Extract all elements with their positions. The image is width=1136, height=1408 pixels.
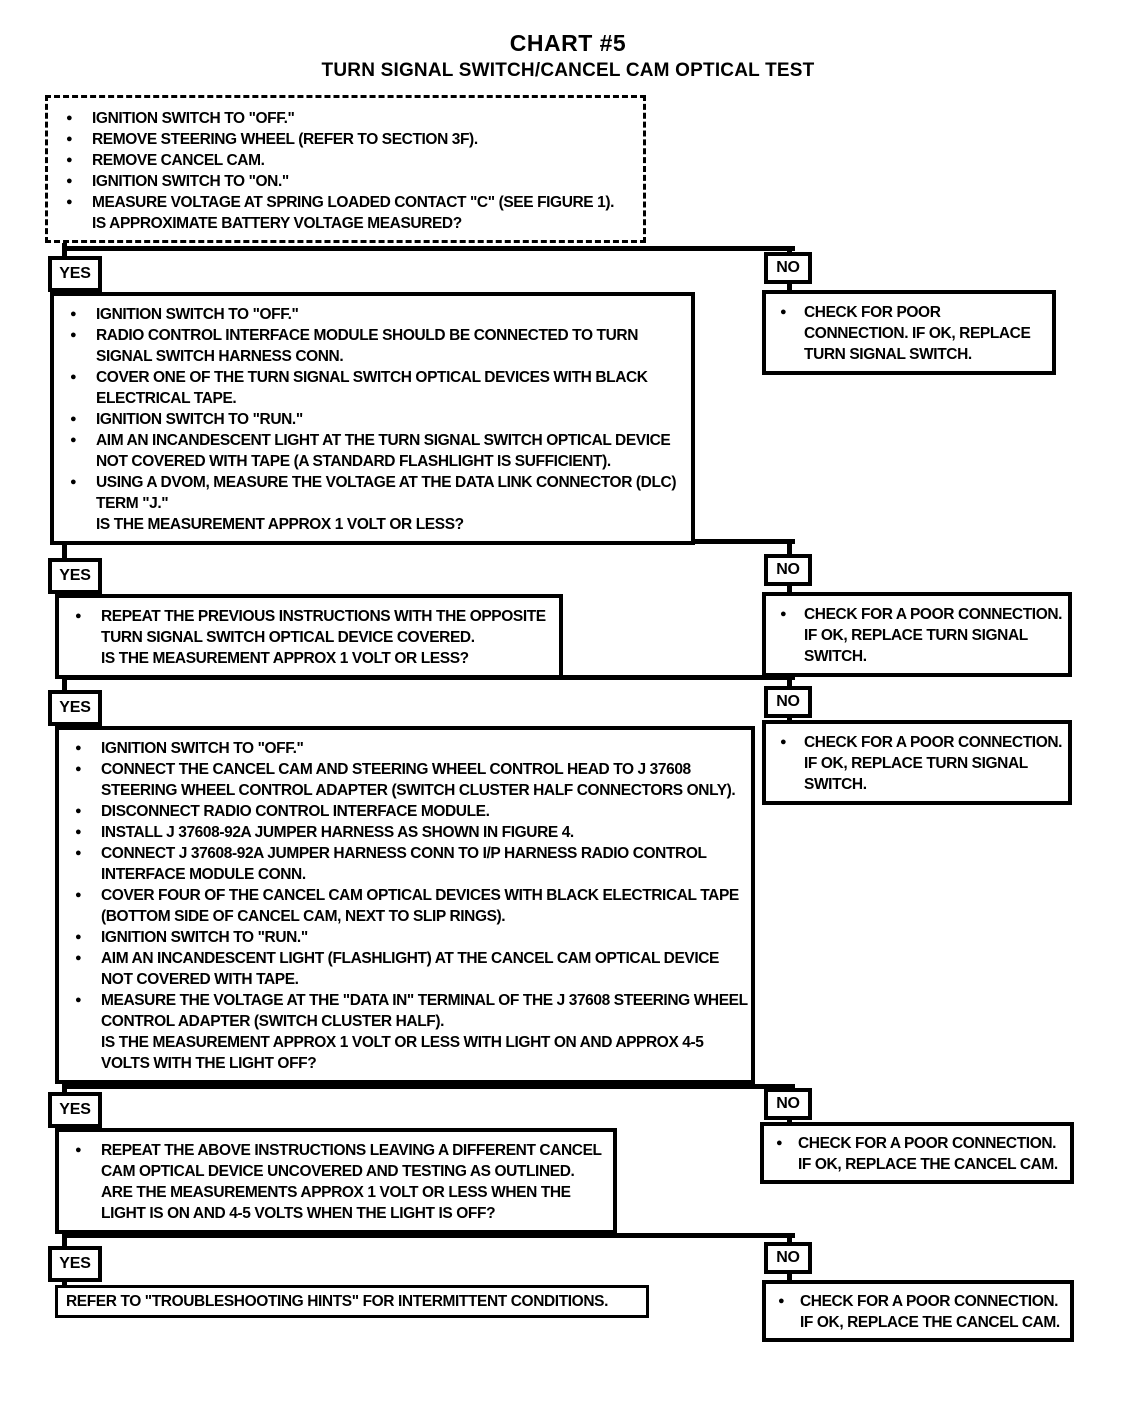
- bullet-item: [68, 409, 687, 430]
- item-text: CONNECT J 37608-92A JUMPER HARNESS CONN TO I/P HARNESS RADIO CONTROL INTERFACE MODULE CONN.: [101, 845, 707, 883]
- item-text: MEASURE THE VOLTAGE AT THE "DATA IN" TERMINAL OF THE J 37608 STEERING WHEEL CONTROL ADAPTER (SWITCH CLUSTER HALF).: [101, 992, 748, 1030]
- bullet-icon: ●: [780, 608, 787, 620]
- bullet-item: [68, 304, 687, 325]
- bullet-icon: ●: [780, 306, 787, 318]
- bullet-icon: ●: [75, 889, 82, 901]
- bullet-icon: ●: [776, 1137, 783, 1149]
- item-text: RADIO CONTROL INTERFACE MODULE SHOULD BE CONNECTED TO TURN SIGNAL SWITCH HARNESS CONN.: [96, 327, 638, 365]
- bullet-item: [68, 472, 687, 514]
- no-label-2: NO: [764, 554, 812, 586]
- item-text: CHECK FOR A POOR CONNECTION. IF OK, REPLACE TURN SIGNAL SWITCH.: [804, 734, 1063, 793]
- bullet-item: [64, 171, 639, 192]
- no-label-5: NO: [764, 1242, 812, 1274]
- bullet-icon: ●: [75, 994, 82, 1006]
- item-text: DISCONNECT RADIO CONTROL INTERFACE MODULE.: [101, 803, 490, 820]
- bullet-item: [778, 302, 1048, 365]
- no-action-box-5: [762, 1280, 1074, 1342]
- connector-line: [62, 1084, 795, 1089]
- item-text: AIM AN INCANDESCENT LIGHT AT THE TURN SIGNAL SWITCH OPTICAL DEVICE NOT COVERED WITH TAPE (A STANDARD FLASHLIGHT IS SUFFICIENT).: [96, 432, 671, 470]
- bullet-item: [73, 843, 749, 885]
- bullet-item: [73, 885, 749, 927]
- page-title: CHART #5: [509, 30, 627, 56]
- step-box-3: [55, 594, 563, 679]
- item-text: IS THE MEASUREMENT APPROX 1 VOLT OR LESS WITH LIGHT ON AND APPROX 4-5 VOLTS WITH THE LIGHT OFF?: [101, 1034, 704, 1072]
- step-box-5: [55, 1128, 617, 1234]
- yes-label-1: YES: [48, 256, 102, 292]
- bullet-item: [64, 108, 639, 129]
- item-text: IGNITION SWITCH TO "RUN.": [101, 929, 308, 946]
- bullet-icon: ●: [75, 1144, 82, 1156]
- bullet-icon: ●: [66, 196, 73, 208]
- bullet-item: [776, 1291, 1066, 1333]
- bullet-icon: ●: [75, 742, 82, 754]
- item-text: IGNITION SWITCH TO "OFF.": [92, 110, 295, 127]
- bullet-item: [774, 1133, 1066, 1175]
- bullet-item: [73, 822, 749, 843]
- yes-label-3: YES: [48, 690, 102, 726]
- item-text: CHECK FOR A POOR CONNECTION. IF OK, REPLACE THE CANCEL CAM.: [798, 1135, 1058, 1173]
- result-box: REFER TO "TROUBLESHOOTING HINTS" FOR INTERMITTENT CONDITIONS.: [55, 1285, 649, 1318]
- bullet-icon: ●: [70, 371, 77, 383]
- item-text: CHECK FOR A POOR CONNECTION. IF OK, REPLACE THE CANCEL CAM.: [800, 1293, 1060, 1331]
- item-text: REMOVE CANCEL CAM.: [92, 152, 265, 169]
- bullet-item: [73, 606, 557, 648]
- item-text: IGNITION SWITCH TO "RUN.": [96, 411, 303, 428]
- bullet-item: [68, 430, 687, 472]
- bullet-icon: ●: [780, 736, 787, 748]
- question-line: [73, 1032, 749, 1074]
- bullet-icon: ●: [70, 308, 77, 320]
- step-box-4: [55, 726, 755, 1084]
- yes-label-5: YES: [48, 1246, 102, 1282]
- question-line: [64, 213, 639, 234]
- bullet-icon: ●: [70, 476, 77, 488]
- bullet-item: [73, 759, 749, 801]
- no-label-1: NO: [764, 252, 812, 284]
- page-subtitle: TURN SIGNAL SWITCH/CANCEL CAM OPTICAL TEST: [321, 60, 815, 81]
- item-text: IS THE MEASUREMENT APPROX 1 VOLT OR LESS?: [101, 650, 469, 667]
- item-text: IGNITION SWITCH TO "ON.": [92, 173, 289, 190]
- item-text: MEASURE VOLTAGE AT SPRING LOADED CONTACT "C" (SEE FIGURE 1).: [92, 194, 615, 211]
- bullet-item: [68, 367, 687, 409]
- bullet-icon: ●: [75, 931, 82, 943]
- question-line: [68, 514, 687, 535]
- bullet-icon: ●: [66, 175, 73, 187]
- bullet-icon: ●: [75, 952, 82, 964]
- bullet-icon: ●: [66, 154, 73, 166]
- bullet-item: [73, 948, 749, 990]
- connector-line: [62, 246, 795, 251]
- item-text: AIM AN INCANDESCENT LIGHT (FLASHLIGHT) AT THE CANCEL CAM OPTICAL DEVICE NOT COVERED WITH TAPE.: [101, 950, 719, 988]
- bullet-icon: ●: [70, 434, 77, 446]
- item-text: REPEAT THE ABOVE INSTRUCTIONS LEAVING A DIFFERENT CANCEL CAM OPTICAL DEVICE UNCOVERED AND TESTING AS OUTLINED.: [101, 1142, 602, 1180]
- item-text: IGNITION SWITCH TO "OFF.": [96, 306, 299, 323]
- bullet-icon: ●: [75, 805, 82, 817]
- yes-label-4: YES: [48, 1092, 102, 1128]
- item-text: COVER ONE OF THE TURN SIGNAL SWITCH OPTICAL DEVICES WITH BLACK ELECTRICAL TAPE.: [96, 369, 648, 407]
- item-text: REMOVE STEERING WHEEL (REFER TO SECTION 3F).: [92, 131, 478, 148]
- item-text: CHECK FOR A POOR CONNECTION. IF OK, REPLACE TURN SIGNAL SWITCH.: [804, 606, 1063, 665]
- bullet-item: [64, 192, 639, 213]
- bullet-icon: ●: [66, 133, 73, 145]
- bullet-icon: ●: [75, 826, 82, 838]
- bullet-item: [778, 604, 1064, 667]
- item-text: USING A DVOM, MEASURE THE VOLTAGE AT THE DATA LINK CONNECTOR (DLC) TERM "J.": [96, 474, 677, 512]
- bullet-item: [73, 801, 749, 822]
- bullet-icon: ●: [778, 1295, 785, 1307]
- no-action-box-3: [762, 720, 1072, 805]
- no-action-box-4: [760, 1122, 1074, 1184]
- bullet-item: [73, 738, 749, 759]
- item-text: INSTALL J 37608-92A JUMPER HARNESS AS SHOWN IN FIGURE 4.: [101, 824, 574, 841]
- bullet-item: [68, 325, 687, 367]
- no-action-box-1: [762, 290, 1056, 375]
- no-action-box-2: [762, 592, 1072, 677]
- no-label-4: NO: [764, 1088, 812, 1120]
- question-line: [73, 1182, 603, 1224]
- item-text: IS THE MEASUREMENT APPROX 1 VOLT OR LESS?: [96, 516, 464, 533]
- bullet-icon: ●: [75, 847, 82, 859]
- item-text: COVER FOUR OF THE CANCEL CAM OPTICAL DEVICES WITH BLACK ELECTRICAL TAPE (BOTTOM SIDE OF CANCEL CAM, NEXT TO SLIP RINGS).: [101, 887, 739, 925]
- bullet-item: [73, 1140, 603, 1182]
- bullet-item: [778, 732, 1064, 795]
- bullet-icon: ●: [70, 413, 77, 425]
- item-text: REPEAT THE PREVIOUS INSTRUCTIONS WITH THE OPPOSITE TURN SIGNAL SWITCH OPTICAL DEVICE COVERED.: [101, 608, 546, 646]
- question-line: [73, 648, 557, 669]
- yes-label-2: YES: [48, 558, 102, 594]
- no-label-3: NO: [764, 686, 812, 718]
- bullet-item: [73, 927, 749, 948]
- item-text: ARE THE MEASUREMENTS APPROX 1 VOLT OR LESS WHEN THE LIGHT IS ON AND 4-5 VOLTS WHEN THE LIGHT IS OFF?: [101, 1184, 571, 1222]
- item-text: CONNECT THE CANCEL CAM AND STEERING WHEEL CONTROL HEAD TO J 37608 STEERING WHEEL CONTROL ADAPTER (SWITCH CLUSTER HALF CONNECTORS ONLY).: [101, 761, 736, 799]
- start-step-box: [45, 95, 646, 243]
- item-text: CHECK FOR POOR CONNECTION. IF OK, REPLACE TURN SIGNAL SWITCH.: [804, 304, 1031, 363]
- bullet-item: [73, 990, 749, 1032]
- bullet-icon: ●: [75, 763, 82, 775]
- bullet-item: [64, 129, 639, 150]
- item-text: IS APPROXIMATE BATTERY VOLTAGE MEASURED?: [92, 215, 462, 232]
- bullet-icon: ●: [66, 112, 73, 124]
- step-box-2: [50, 292, 695, 545]
- bullet-item: [64, 150, 639, 171]
- item-text: IGNITION SWITCH TO "OFF.": [101, 740, 304, 757]
- bullet-icon: ●: [70, 329, 77, 341]
- bullet-icon: ●: [75, 610, 82, 622]
